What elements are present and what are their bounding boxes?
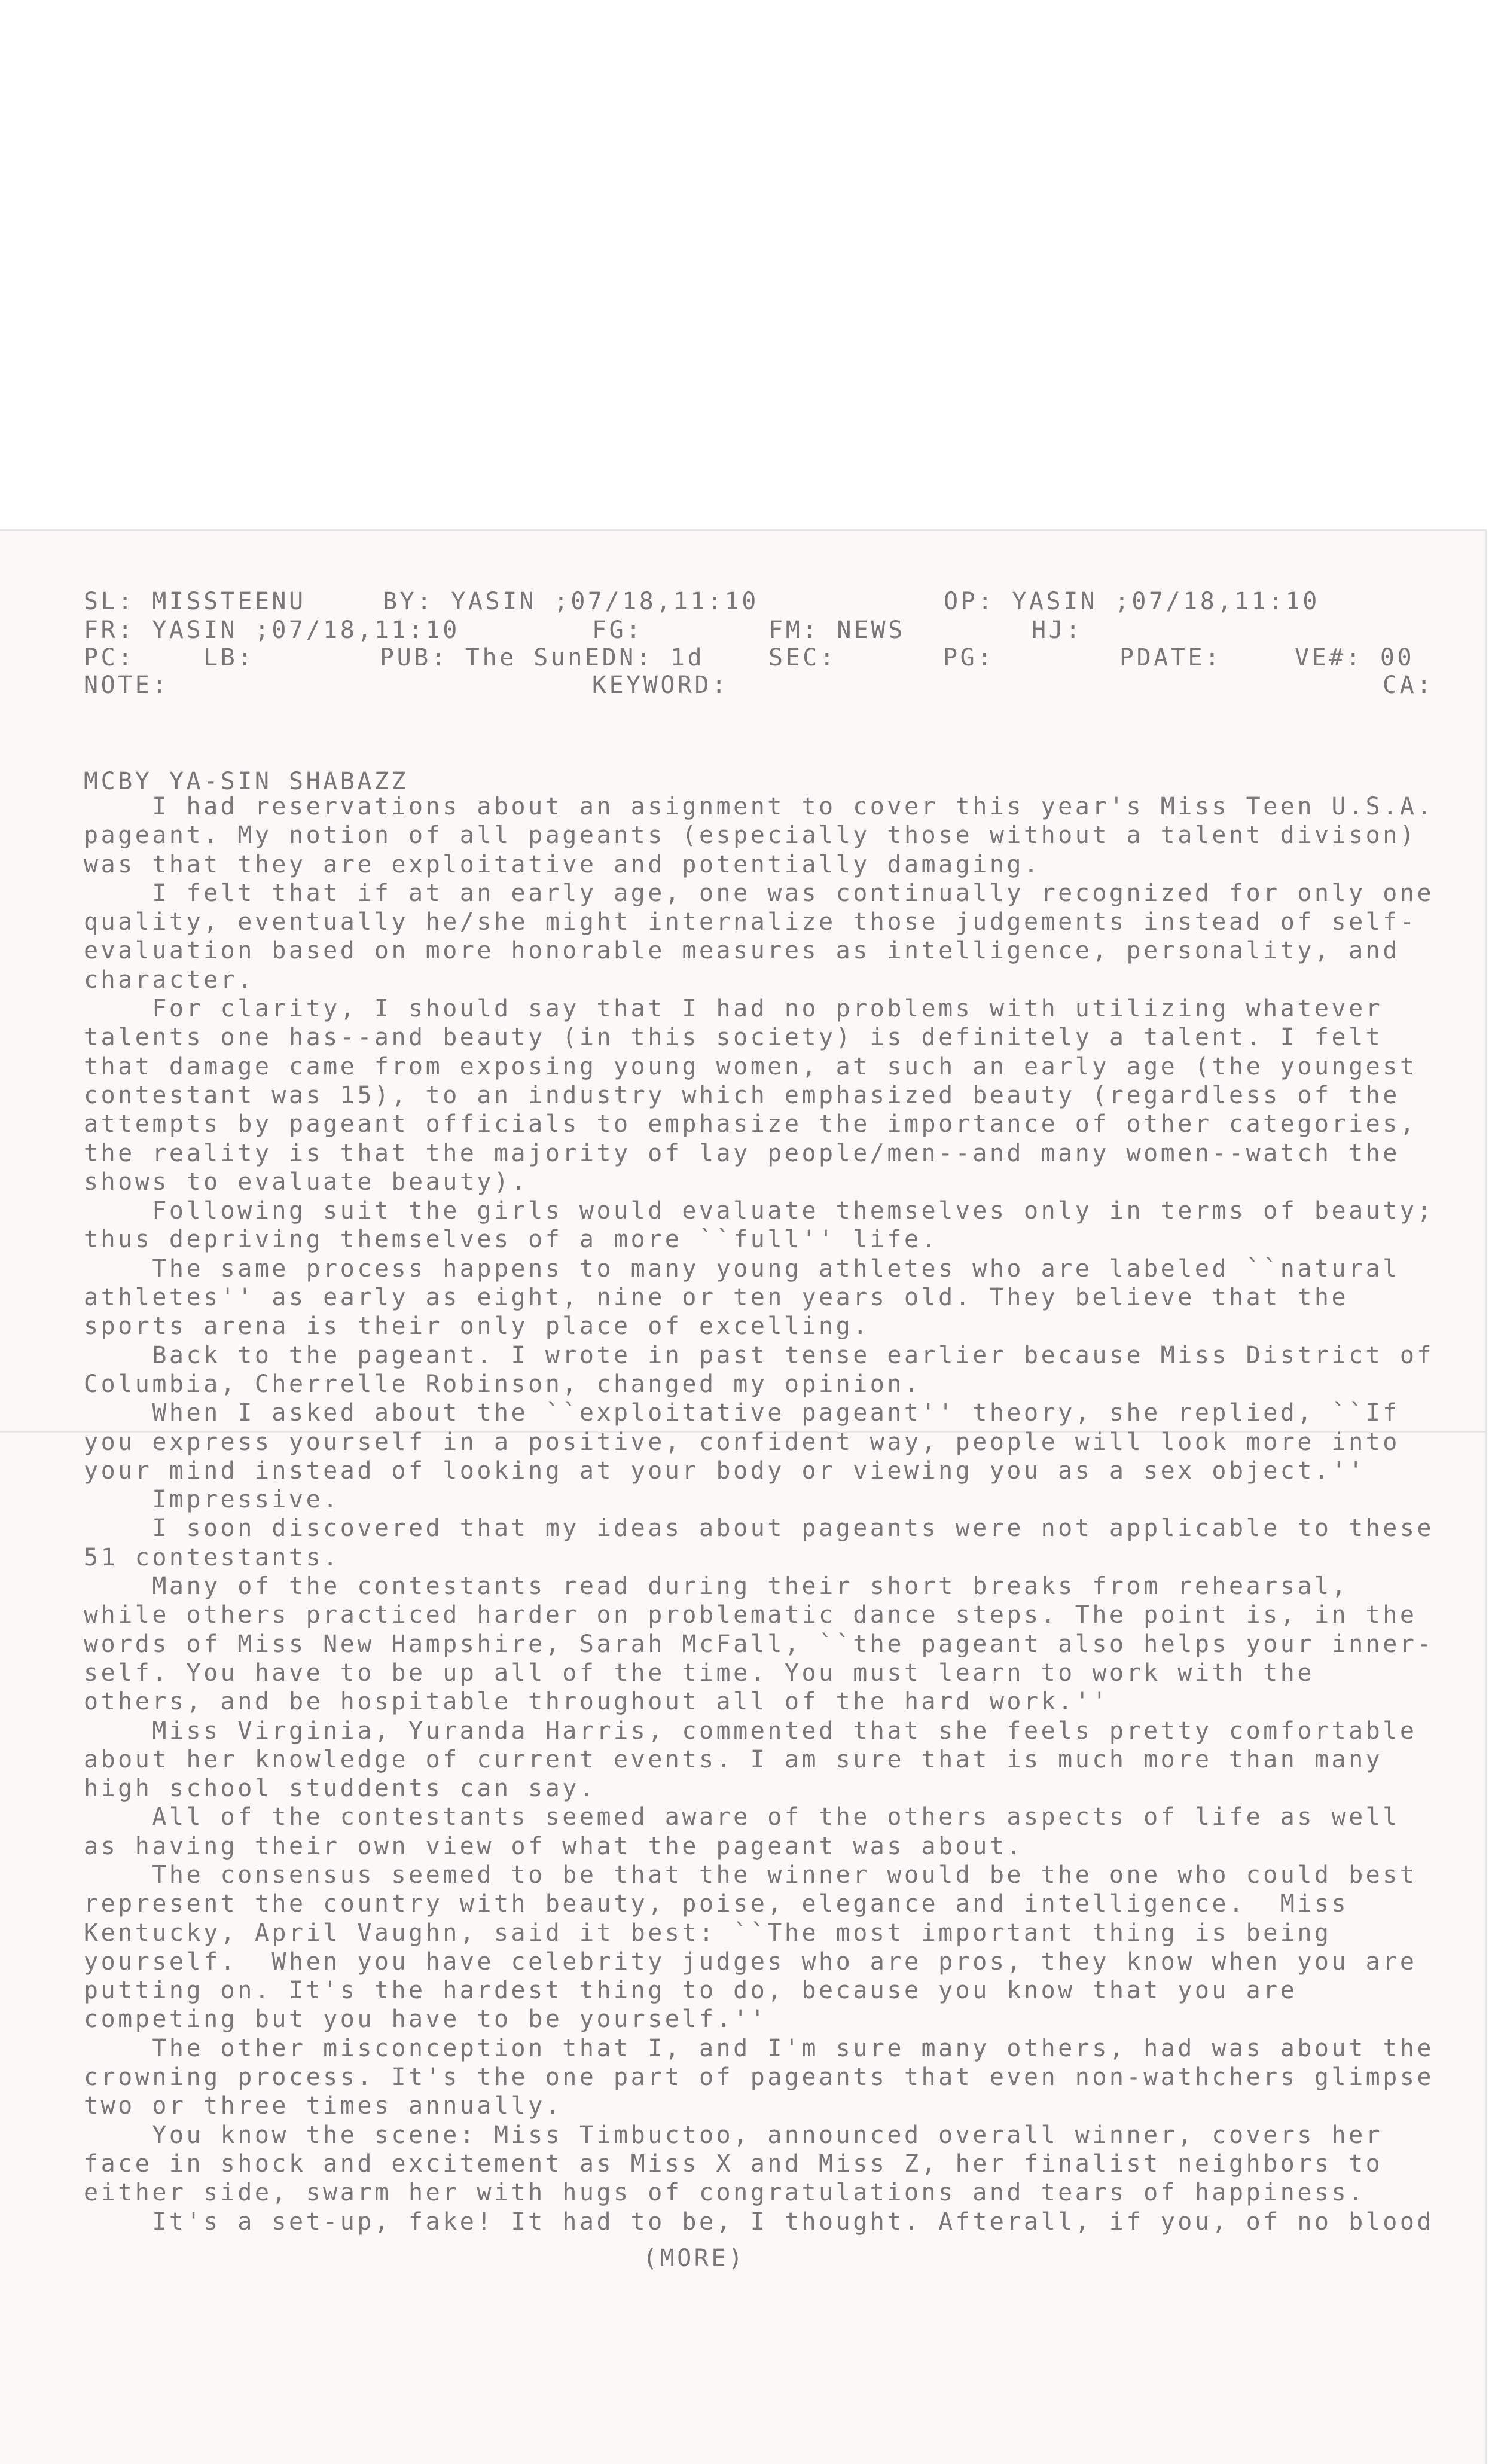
from-field: FR: YASIN ;07/18,11:10 (84, 616, 460, 644)
header-row-3 (84, 643, 1415, 672)
more-marker: (MORE) (643, 2245, 746, 2272)
story-line: about her knowledge of current events. I am sure that is much more than many (84, 1745, 1383, 1773)
story-line: that damage came from exposing young women, at such an early age (the youngest (84, 1052, 1417, 1080)
story-line: For clarity, I should say that I had no problems with utilizing whatever (84, 995, 1383, 1023)
story-line: contestant was 15), to an industry which emphasized beauty (regardless of the (84, 1081, 1400, 1109)
story-line: as having their own view of what the pageant was about. (84, 1832, 1024, 1860)
story-line: Kentucky, April Vaughn, said it best: ``The most important thing is being (84, 1919, 1332, 1947)
story-line: attempts by pageant officials to emphasize the importance of other categories, (84, 1110, 1417, 1138)
format-field: FM: NEWS (768, 616, 905, 644)
story-line: shows to evaluate beauty). (84, 1168, 529, 1196)
story-line: Following suit the girls would evaluate themselves only in terms of beauty; (84, 1197, 1434, 1225)
story-line: while others practiced harder on problematic dance steps. The point is, in the (84, 1601, 1417, 1629)
story-line: Impressive. (84, 1486, 340, 1514)
story-line: putting on. It's the hardest thing to do, because you know that you are (84, 1977, 1298, 2005)
publication-field: PUB: The SunEDN: 1d (380, 644, 705, 671)
lb-field: LB: (203, 644, 255, 671)
story-line: two or three times annually. (84, 2092, 563, 2120)
story-line: self. You have to be up all of the time. You must learn to work with the (84, 1659, 1314, 1687)
story-line: either side, swarm her with hugs of congratulations and tears of happiness. (84, 2179, 1366, 2207)
keyword-field: KEYWORD: (592, 671, 729, 699)
story-line: was that they are exploitative and potentially damaging. (84, 850, 1041, 878)
story-line: Back to the pageant. I wrote in past tense earlier because Miss District of (84, 1341, 1434, 1369)
story-line: The same process happens to many young athletes who are labeled ``natural (84, 1254, 1400, 1283)
story-line: thus depriving themselves of a more ``full'' life. (84, 1226, 939, 1254)
story-line: yourself. When you have celebrity judges who are pros, they know when you are (84, 1947, 1417, 1976)
hj-field: HJ: (1032, 616, 1083, 644)
story-byline: MCBY YA-SIN SHABAZZ (84, 768, 409, 795)
header-row-1 (84, 587, 1320, 616)
story-body (84, 792, 1483, 2236)
story-line: sports arena is their only place of excelling. (84, 1312, 870, 1341)
story-line: the reality is that the majority of lay people/men--and many women--watch the (84, 1139, 1400, 1167)
header-row-4 (84, 671, 1434, 700)
slug-field: SL: MISSTEENU (84, 588, 306, 615)
section-field: SEC: (768, 644, 837, 671)
story-line: Columbia, Cherrelle Robinson, changed my opinion. (84, 1370, 922, 1398)
page-field: PG: (943, 644, 994, 671)
story-line: crowning process. It's the one part of pageants that even non-wathchers glimpse (84, 2063, 1434, 2092)
story-line: words of Miss New Hampshire, Sarah McFall, ``the pageant also helps your inner- (84, 1630, 1434, 1658)
story-line: you express yourself in a positive, confident way, people will look more into (84, 1428, 1400, 1456)
story-line: character. (84, 966, 255, 994)
story-line: I felt that if at an early age, one was continually recognized for only one (84, 879, 1434, 907)
byline-field: BY: YASIN ;07/18,11:10 (383, 588, 759, 615)
ca-field: CA: (1383, 671, 1434, 699)
version-field: VE#: 00 (1295, 644, 1415, 671)
header-row-2 (84, 616, 1083, 645)
story-line: competing but you have to be yourself.'' (84, 2005, 768, 2034)
story-line: evaluation based on more honorable measures as intelligence, personality, and (84, 937, 1400, 965)
story-line: your mind instead of looking at your body or viewing you as a sex object.'' (84, 1457, 1366, 1485)
operator-field: OP: YASIN ;07/18,11:10 (944, 588, 1320, 615)
story-line: Miss Virginia, Yuranda Harris, commented that she feels pretty comfortable (84, 1717, 1417, 1745)
story-line: When I asked about the ``exploitative pageant'' theory, she replied, ``If (84, 1399, 1400, 1427)
fg-field: FG: (592, 616, 643, 644)
story-line: You know the scene: Miss Timbuctoo, announced overall winner, covers her (84, 2121, 1383, 2149)
note-field: NOTE: (84, 671, 169, 699)
story-line: talents one has--and beauty (in this society) is definitely a talent. I felt (84, 1024, 1383, 1052)
story-line: quality, eventually he/she might internalize those judgements instead of self- (84, 908, 1417, 936)
story-line: face in shock and excitement as Miss X and Miss Z, her finalist neighbors to (84, 2149, 1383, 2178)
story-line: pageant. My notion of all pageants (especially those without a talent divison) (84, 822, 1417, 850)
story-line: 51 contestants. (84, 1543, 340, 1571)
story-line: It's a set-up, fake! It had to be, I thought. Afterall, if you, of no blood (84, 2207, 1434, 2236)
story-line: high school studdents can say. (84, 1775, 597, 1803)
story-line: represent the country with beauty, poise, elegance and intelligence. Miss (84, 1890, 1349, 1918)
story-line: All of the contestants seemed aware of the others aspects of life as well (84, 1803, 1400, 1831)
story-line: I soon discovered that my ideas about pageants were not applicable to these (84, 1515, 1434, 1543)
story-line: athletes'' as early as eight, nine or ten years old. They believe that the (84, 1284, 1349, 1312)
pdate-field: PDATE: (1119, 644, 1222, 671)
pc-field: PC: (84, 644, 135, 671)
story-line: The other misconception that I, and I'm sure many others, had was about the (84, 2034, 1434, 2062)
story-line: I had reservations about an asignment to cover this year's Miss Teen U.S.A. (84, 793, 1434, 820)
story-line: Many of the contestants read during their short breaks from rehearsal, (84, 1573, 1349, 1601)
story-line: The consensus seemed to be that the winner would be the one who could best (84, 1861, 1417, 1889)
story-line: others, and be hospitable throughout all of the hard work.'' (84, 1688, 1109, 1716)
